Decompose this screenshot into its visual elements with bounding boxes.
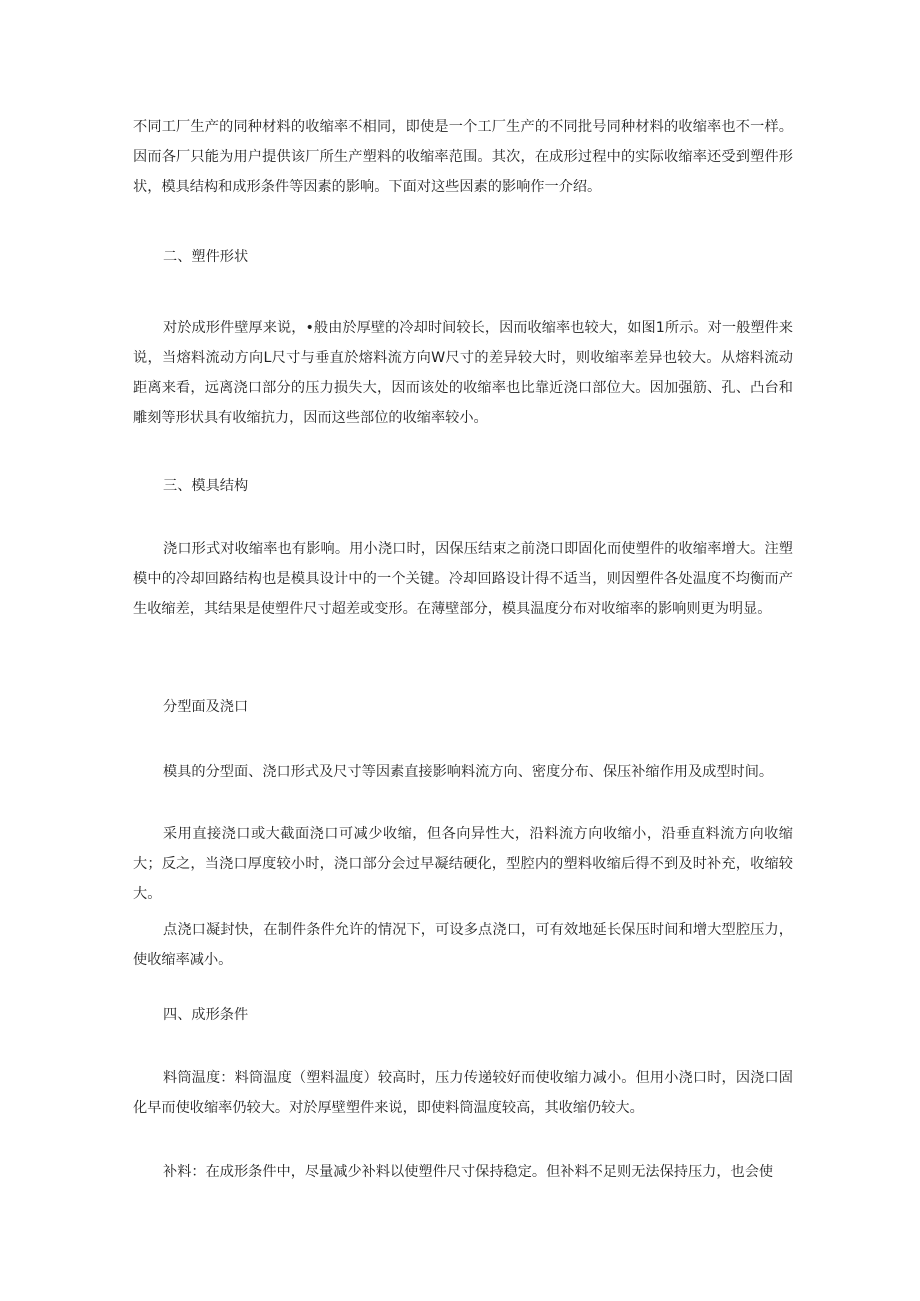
paragraph-parting-gate: 模具的分型面、浇口形式及尺寸等因素直接影响料流方向、密度分布、保压补缩作用及成型时间。: [163, 764, 774, 780]
paragraph-direct-gate: 采用直接浇口或大截面浇口可减少收缩，但各向异性大，沿料流方向收缩小，沿垂直料流方向收缩大；反之，当浇口厚度较小时，浇口部分会过早凝结硬化，型腔内的塑料收缩后得不到及时补充，收缩较大。: [133, 826, 793, 902]
paragraph-barrel-temperature: 料筒温度：料筒温度（塑料温度）较高时，压力传递较好而使收缩力减小。但用小浇口时，因浇口固化早而使收缩率仍较大。对於厚壁塑件来说，即使料筒温度较高，其收缩仍较大。: [133, 1070, 793, 1116]
paragraph-shrinkage-intro: 不同工厂生产的同种材料的收缩率不相同，即使是一个工厂生产的不同批号同种材料的收缩率也不一样。因而各厂只能为用户提供该厂所生产塑料的收缩率范围。其次，在成形过程中的实际收缩率还受到塑件形状，模具结构和成形条件等因素的影响。下面对这些因素的影响作一介绍。: [133, 119, 793, 195]
paragraph-point-gate: 点浇口凝封快，在制件条件允许的情况下，可设多点浇口，可有效地延长保压时间和增大型腔压力，使收缩率减小。: [133, 922, 793, 968]
heading-part-shape: 二、塑件形状: [163, 249, 249, 265]
heading-mold-structure: 三、模具结构: [163, 478, 249, 494]
paragraph-mold-structure: 浇口形式对收缩率也有影响。用小浇口时，因保压结束之前浇口即固化而使塑件的收缩率增大。注塑模中的冷却回路结构也是模具设计中的一个关键。冷却回路设计得不适当，则因塑件各处温度不均衡而产生收缩差，其结果是使塑件尺寸超差或变形。在薄壁部分，模具温度分布对收缩率的影响则更为明显。: [133, 541, 793, 617]
heading-parting-gate: 分型面及浇口: [163, 699, 249, 715]
heading-molding-conditions: 四、成形条件: [163, 1007, 249, 1023]
paragraph-part-shape: 对於成形件壁厚来说，•般由於厚壁的冷却时间较长，因而收缩率也较大，如图1所示。对一般塑件来说，当熔料流动方向L尺寸与垂直於熔料流方向W尺寸的差异较大时，则收缩率差异也较大。从熔料流动距离来看，远离浇口部分的压力损失大，因而该处的收缩率也比靠近浇口部位大。因加强筋、孔、凸台和雕刻等形状具有收缩抗力，因而这些部位的收缩率较小。: [133, 320, 793, 426]
paragraph-feeding: 补料：在成形条件中，尽量减少补料以使塑件尺寸保持稳定。但补料不足则无法保持压力，也会使: [163, 1164, 774, 1180]
